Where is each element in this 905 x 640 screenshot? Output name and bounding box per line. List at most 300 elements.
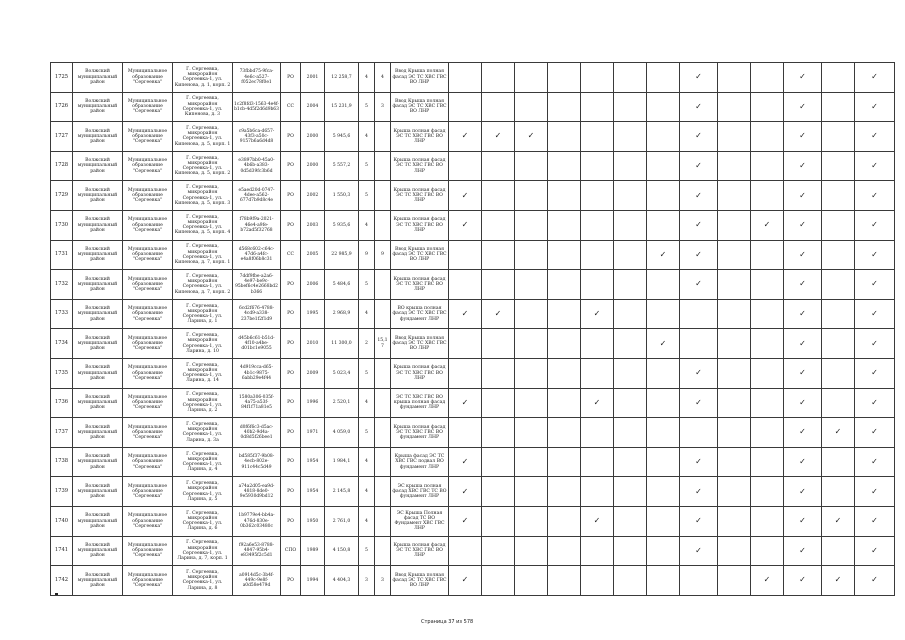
area-cell: 5 557,2 [325,151,359,181]
work-flag-cell [614,299,647,329]
work-flag-cell [482,270,515,300]
work-flag-cell [581,299,614,329]
work-flag-cell [548,122,581,152]
work-flag-cell [855,299,895,329]
house-uid-cell: e3897bb0-45a0-4b6b-a383-0d5d39fc3b6d [233,151,281,181]
table-row [51,240,895,270]
work-flag-cell [515,181,548,211]
floors-cell: 4 [359,477,375,507]
area-cell: 2 968,9 [325,299,359,329]
check-mark-icon: ✓ [871,397,878,407]
work-flag-cell [482,122,515,152]
work-flag-cell [614,122,647,152]
work-flag-cell [718,536,751,566]
check-mark-icon: ✓ [494,309,502,319]
work-flag-cell [784,240,822,270]
work-flag-cell [822,358,855,388]
address-cell: Г. Сергеевка, микрорайон Сергеевка-1, ул. Ларина, д. 14 [173,358,233,388]
record-number: 1737 [51,418,73,448]
work-flag-cell [647,299,680,329]
work-flag-cell [548,566,581,596]
check-mark-icon: ✓ [695,220,702,230]
work-flag-cell [482,477,515,507]
work-flag-cell [680,151,718,181]
work-flag-cell [751,329,784,359]
check-mark-icon: ✓ [799,131,806,141]
entrances-cell [375,181,391,211]
work-flag-cell [581,210,614,240]
work-flag-cell [822,536,855,566]
work-flag-cell [751,299,784,329]
entrances-cell [375,358,391,388]
check-mark-icon: ✓ [659,338,667,348]
work-flag-cell [647,388,680,418]
work-flag-cell [822,151,855,181]
build-year-cell: 2000 [301,151,325,181]
work-flag-cell [718,92,751,122]
work-types-cell: Крыша полная фасад ЭС ТС ХВС ГВС ВО ЛНР [391,270,449,300]
work-flag-cell [784,92,822,122]
work-flag-cell [482,92,515,122]
work-flag-cell [515,418,548,448]
work-types-cell: Крыша фасад ЭС ТС ХВС ГВС подвал ВО фундамент ЛНР [391,447,449,477]
build-year-cell: 2006 [301,270,325,300]
check-mark-icon: ✓ [871,309,878,319]
work-flag-cell [581,240,614,270]
work-flag-cell [515,122,548,152]
work-flag-cell [614,151,647,181]
check-mark-icon: ✓ [834,427,842,437]
wall-material-cell: РО [281,447,301,477]
work-flag-cell [614,388,647,418]
work-flag-cell [482,299,515,329]
work-types-cell: ЭС Крыша Полная фасад ТС ВО Фундамент ХВС ГВС ЛНР [391,506,449,536]
work-flag-cell [784,358,822,388]
area-cell: 1 550,3 [325,181,359,211]
work-flag-cell [449,566,482,596]
municipality-cell: Муниципальное образование "Сергеевка" [123,210,173,240]
work-flag-cell [647,447,680,477]
check-mark-icon: ✓ [799,516,806,526]
work-flag-cell [581,122,614,152]
work-flag-cell [855,210,895,240]
wall-material-cell: РО [281,270,301,300]
work-types-cell: Крыша полная фасад ЭС ТС ХВС ГВС ВО ЛНР [391,536,449,566]
house-uid-cell: 6cd2f676-4788-4cd9-a338-237be1f2f1d9 [233,299,281,329]
table-row [51,299,895,329]
area-cell: 5 023,4 [325,358,359,388]
work-flag-cell [614,418,647,448]
table-row [51,477,895,507]
work-flag-cell [482,388,515,418]
floors-cell: 4 [359,63,375,93]
floors-cell: 5 [359,270,375,300]
wall-material-cell: РО [281,477,301,507]
municipality-cell: Муниципальное образование "Сергеевка" [123,388,173,418]
check-mark-icon: ✓ [871,279,878,289]
work-flag-cell [751,63,784,93]
check-mark-icon: ✓ [695,368,702,378]
work-flag-cell [581,151,614,181]
build-year-cell: 1994 [301,566,325,596]
check-mark-icon: ✓ [695,72,702,82]
record-number: 1729 [51,181,73,211]
work-flag-cell [647,329,680,359]
house-uid-cell: 7ddf9fbe-a2a6-4e97-be9c-95bef6c4e2668bd2b366 [233,270,281,300]
record-number: 1735 [51,358,73,388]
entrances-cell [375,447,391,477]
work-flag-cell [449,388,482,418]
table-row [51,63,895,93]
wall-material-cell: РО [281,566,301,596]
municipality-cell: Муниципальное образование "Сергеевка" [123,63,173,93]
work-flag-cell [581,477,614,507]
check-mark-icon: ✓ [695,397,702,407]
work-flag-cell [855,270,895,300]
entrances-cell: 3 [375,566,391,596]
municipality-cell: Муниципальное образование "Сергеевка" [123,181,173,211]
address-cell: Г. Сергеевка, микрорайон Сергеевка-1, ул. Кипенова, д. 7, корп. 2 [173,270,233,300]
table-row [51,181,895,211]
check-mark-icon: ✓ [461,190,469,200]
work-flag-cell [614,181,647,211]
wall-material-cell: РО [281,210,301,240]
work-flag-cell [482,210,515,240]
work-flag-cell [822,210,855,240]
work-flag-cell [822,506,855,536]
work-flag-cell [822,181,855,211]
floors-cell: 5 [359,92,375,122]
work-flag-cell [855,358,895,388]
work-flag-cell [855,122,895,152]
work-flag-cell [855,181,895,211]
work-flag-cell [680,210,718,240]
work-flag-cell [449,418,482,448]
wall-material-cell: РО [281,358,301,388]
work-flag-cell [784,329,822,359]
address-cell: Г. Сергеевка, микрорайон Сергеевка-1, ул. Ларина, д. 6 [173,506,233,536]
work-flag-cell [718,63,751,93]
work-flag-cell [614,270,647,300]
work-flag-cell [647,270,680,300]
work-flag-cell [855,63,895,93]
work-flag-cell [449,358,482,388]
area-cell: 22 985,9 [325,240,359,270]
work-flag-cell [718,566,751,596]
work-flag-cell [855,566,895,596]
build-year-cell: 2001 [301,63,325,93]
check-mark-icon: ✓ [871,486,878,496]
work-flag-cell [482,358,515,388]
work-flag-cell [647,151,680,181]
work-flag-cell [718,477,751,507]
work-flag-cell [581,329,614,359]
address-cell: Г. Сергеевка, микрорайон Сергеевка-1, ул. Ларина, д. 2 [173,388,233,418]
entrances-cell [375,536,391,566]
work-flag-cell [449,63,482,93]
work-types-cell: ЭС крыша полная фасад ХВС ГВС ТС ВО фундамент ЛНР [391,477,449,507]
work-flag-cell [449,181,482,211]
address-cell: Г. Сергеевка, микрорайон Сергеевка-1, ул. Кипенова, д. 5, корп. 2 [173,151,233,181]
work-flag-cell [449,447,482,477]
work-flag-cell [515,92,548,122]
work-flag-cell [680,92,718,122]
check-mark-icon: ✓ [695,486,702,496]
work-flag-cell [581,358,614,388]
work-types-cell: Крыша полная фасад ЭС ТС ХВС ГВС ВО ЛНР [391,181,449,211]
work-flag-cell [515,63,548,93]
wall-material-cell: СС [281,240,301,270]
work-flag-cell [751,447,784,477]
check-mark-icon: ✓ [799,309,806,319]
check-mark-icon: ✓ [871,190,878,200]
work-flag-cell [751,181,784,211]
check-mark-icon: ✓ [494,131,502,141]
check-mark-icon: ✓ [695,249,702,259]
municipality-cell: Муниципальное образование "Сергеевка" [123,122,173,152]
work-flag-cell [548,418,581,448]
build-year-cell: 1996 [301,388,325,418]
house-uid-cell: a74a2d05-ea9d-4818-8de0-9e5930d9bd12 [233,477,281,507]
build-year-cell: 2002 [301,181,325,211]
house-uid-cell: c9a5b6ca-d657-43f3-a50c-9157b6a6d4d8 [233,122,281,152]
floors-cell: 5 [359,181,375,211]
building-records-table [50,62,895,596]
floors-cell: 4 [359,506,375,536]
check-mark-icon: ✓ [593,309,601,319]
work-flag-cell [855,418,895,448]
record-number: 1733 [51,299,73,329]
wall-material-cell: РО [281,329,301,359]
area-cell: 5 935,6 [325,210,359,240]
check-mark-icon: ✓ [461,397,469,407]
area-cell: 5 484,6 [325,270,359,300]
wall-material-cell: РО [281,151,301,181]
table-row [51,122,895,152]
work-flag-cell [548,506,581,536]
record-number: 1739 [51,477,73,507]
check-mark-icon: ✓ [695,545,702,555]
wall-material-cell: РО [281,299,301,329]
municipality-cell: Муниципальное образование "Сергеевка" [123,329,173,359]
record-number: 1728 [51,151,73,181]
entrances-cell [375,270,391,300]
work-flag-cell [548,270,581,300]
work-flag-cell [680,240,718,270]
work-flag-cell [614,536,647,566]
work-flag-cell [449,270,482,300]
check-mark-icon: ✓ [461,516,469,526]
area-cell: 1 984,1 [325,447,359,477]
work-flag-cell [751,270,784,300]
entrances-cell [375,388,391,418]
work-flag-cell [647,63,680,93]
work-flag-cell [784,63,822,93]
check-mark-icon: ✓ [799,279,806,289]
address-cell: Г. Сергеевка, микрорайон Сергеевка-1, ул. Кипенова, д. 5, корп. 1 [173,122,233,152]
check-mark-icon: ✓ [871,368,878,378]
work-flag-cell [718,329,751,359]
district-cell: Волжский муниципальный район [73,447,123,477]
district-cell: Волжский муниципальный район [73,210,123,240]
wall-material-cell: РО [281,63,301,93]
house-uid-cell: 73fbbd75-9fca-4e6c-a527-f052ec78f0e1 [233,63,281,93]
work-flag-cell [751,388,784,418]
house-uid-cell: f92a6e53-8788-4847-95b4-e83495f2c5d1 [233,536,281,566]
work-flag-cell [548,210,581,240]
work-flag-cell [751,418,784,448]
work-flag-cell [647,92,680,122]
check-mark-icon: ✓ [799,397,806,407]
check-mark-icon: ✓ [871,457,878,467]
work-flag-cell [855,506,895,536]
work-types-cell: Ввод Крыша полная фасад ЭС ТС ХВС ГВС ВО ЛНР [391,92,449,122]
check-mark-icon: ✓ [763,220,771,230]
check-mark-icon: ✓ [799,427,806,437]
address-cell: Г. Сергеевка, микрорайон Сергеевка-1, ул. Ларина, д. 8 [173,566,233,596]
check-mark-icon: ✓ [799,338,806,348]
work-flag-cell [482,566,515,596]
work-flag-cell [614,329,647,359]
work-flag-cell [718,151,751,181]
work-flag-cell [614,63,647,93]
work-flag-cell [680,418,718,448]
floors-cell: 4 [359,299,375,329]
work-flag-cell [751,358,784,388]
municipality-cell: Муниципальное образование "Сергеевка" [123,477,173,507]
entrances-cell: 4 [375,63,391,93]
district-cell: Волжский муниципальный район [73,122,123,152]
check-mark-icon: ✓ [799,575,806,585]
work-flag-cell [647,122,680,152]
work-flag-cell [581,270,614,300]
record-number: 1727 [51,122,73,152]
work-flag-cell [581,566,614,596]
check-mark-icon: ✓ [695,516,702,526]
work-flag-cell [718,388,751,418]
check-mark-icon: ✓ [834,516,842,526]
work-flag-cell [784,181,822,211]
build-year-cell: 1989 [301,536,325,566]
house-uid-cell: 1b9779e4-bb4a-476d-830e-0b362c03480c [233,506,281,536]
check-mark-icon: ✓ [461,220,469,230]
work-flag-cell [449,122,482,152]
scan-mark [55,593,58,595]
work-flag-cell [548,299,581,329]
table-row [51,536,895,566]
work-flag-cell [548,92,581,122]
floors-cell: 4 [359,210,375,240]
check-mark-icon: ✓ [799,368,806,378]
table-row [51,566,895,596]
address-cell: Г. Сергеевка, микрорайон Сергеевка-1, ул. Ларина, д. 4 [173,447,233,477]
entrances-cell: 15,17 [375,329,391,359]
district-cell: Волжский муниципальный район [73,358,123,388]
address-cell: Г. Сергеевка, микрорайон Сергеевка-1, ул. Ларина, д. 10 [173,329,233,359]
work-flag-cell [548,151,581,181]
work-flag-cell [515,240,548,270]
work-flag-cell [581,63,614,93]
district-cell: Волжский муниципальный район [73,388,123,418]
work-flag-cell [515,270,548,300]
check-mark-icon: ✓ [461,309,469,319]
work-flag-cell [822,477,855,507]
work-flag-cell [784,418,822,448]
record-number: 1740 [51,506,73,536]
area-cell: 5 945,6 [325,122,359,152]
work-flag-cell [515,506,548,536]
work-flag-cell [548,329,581,359]
work-flag-cell [449,329,482,359]
work-flag-cell [482,506,515,536]
work-flag-cell [680,329,718,359]
check-mark-icon: ✓ [871,72,878,82]
work-flag-cell [822,447,855,477]
work-flag-cell [855,92,895,122]
build-year-cell: 1995 [301,299,325,329]
check-mark-icon: ✓ [461,575,469,585]
work-flag-cell [548,63,581,93]
record-number: 1738 [51,447,73,477]
floors-cell: 4 [359,447,375,477]
district-cell: Волжский муниципальный район [73,477,123,507]
check-mark-icon: ✓ [695,101,702,111]
floors-cell: 5 [359,151,375,181]
floors-cell: 4 [359,388,375,418]
build-year-cell: 2003 [301,210,325,240]
work-types-cell: Крыша полная фасад ЭС ТС ХВС ГВС ВО фундамент ЛНР [391,418,449,448]
work-flag-cell [548,447,581,477]
check-mark-icon: ✓ [871,338,878,348]
work-flag-cell [680,447,718,477]
wall-material-cell: РО [281,506,301,536]
check-mark-icon: ✓ [593,516,601,526]
municipality-cell: Муниципальное образование "Сергеевка" [123,447,173,477]
work-flag-cell [855,388,895,418]
wall-material-cell: СС [281,92,301,122]
wall-material-cell: РО [281,388,301,418]
district-cell: Волжский муниципальный район [73,240,123,270]
work-flag-cell [647,418,680,448]
municipality-cell: Муниципальное образование "Сергеевка" [123,418,173,448]
work-flag-cell [449,299,482,329]
table-row [51,358,895,388]
work-flag-cell [784,447,822,477]
work-flag-cell [751,536,784,566]
wall-material-cell: РО [281,418,301,448]
check-mark-icon: ✓ [799,457,806,467]
address-cell: Г. Сергеевка, микрорайон Сергеевка-1, ул. Кипенова, д. 1, корп. 2 [173,63,233,93]
floors-cell: 5 [359,358,375,388]
address-cell: Г. Сергеевка, микрорайон Сергеевка-1, ул. Ларина, д. 7, корп. 1 [173,536,233,566]
district-cell: Волжский муниципальный район [73,566,123,596]
record-number: 1725 [51,63,73,93]
work-flag-cell [614,240,647,270]
work-flag-cell [718,122,751,152]
work-flag-cell [581,536,614,566]
record-number: 1742 [51,566,73,596]
work-flag-cell [784,299,822,329]
work-flag-cell [822,240,855,270]
work-flag-cell [855,536,895,566]
record-number: 1731 [51,240,73,270]
check-mark-icon: ✓ [871,575,878,585]
area-cell: 12 258,7 [325,63,359,93]
check-mark-icon: ✓ [799,72,806,82]
work-flag-cell [855,240,895,270]
work-flag-cell [718,240,751,270]
check-mark-icon: ✓ [871,131,878,141]
